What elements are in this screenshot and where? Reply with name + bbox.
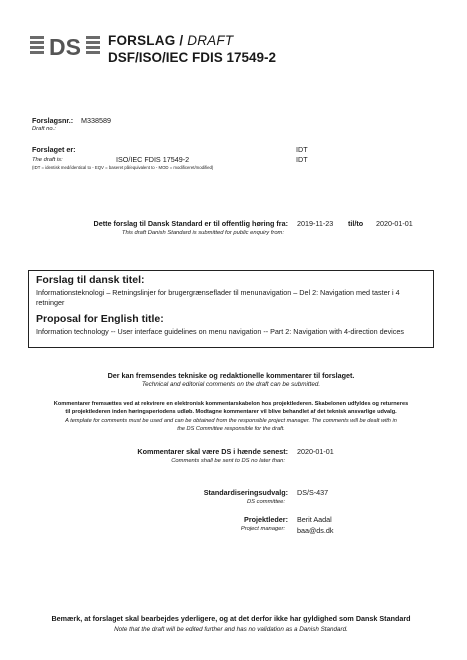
ds-logo: [30, 33, 100, 59]
project-manager-label: Projektleder:: [244, 515, 288, 524]
footer-note-en: Note that the draft will be edited further and has no validation as a Danish Standard.: [114, 626, 348, 633]
danish-title-text: Informationsteknologi – Retningslinjer for brugergrænseflader til menunavigation – Del 2: Navigation med taster i 4 retninger: [36, 288, 400, 307]
basis-code-1: IDT: [296, 145, 308, 154]
comments-template-da-1: Kommentarer fremsættes ved at rekvirere en elektronisk kommentarskabelon hos projektlederen. Skabelonen udfyldes og returneres: [53, 401, 409, 407]
committee-label-en: DS committee:: [246, 499, 285, 505]
danish-title-heading: Forslag til dansk titel:: [36, 274, 145, 286]
footer-note-da: Bemærk, at forslaget skal bearbejdes yderligere, og at det derfor ikke har gyldighed som Dansk Standard: [51, 614, 411, 623]
hearing-from-date: 2019-11-23: [297, 219, 334, 228]
comments-template-en-1: A template for comments must be used and can be obtained from the responsible project manager. The comments will be dealt with in: [65, 418, 397, 424]
basis-label-en: The draft is:: [32, 157, 63, 163]
document-id: DSF/ISO/IEC FDIS 17549-2: [108, 50, 277, 65]
proposal-number-label-en: Draft no.:: [32, 126, 56, 132]
deadline-date: 2020-01-01: [297, 447, 334, 456]
proposal-number-label: Forslagsnr.:: [32, 116, 74, 125]
project-manager-label-en: Project manager:: [240, 526, 285, 532]
hearing-label: Dette forslag til Dansk Standard er til offentlig høring fra:: [93, 219, 288, 228]
logo-text: DS: [49, 34, 81, 59]
comments-template-en-2: the DS Committee responsible for the draft.: [177, 426, 285, 432]
project-manager-name: Berit Aadal: [297, 515, 332, 524]
hearing-label-en: This draft Danish Standard is submitted for public enquiry from:: [121, 230, 284, 236]
page-title: FORSLAG / DRAFT: [108, 33, 234, 48]
committee-value: DS/S-437: [297, 488, 329, 497]
project-manager-email[interactable]: baa@ds.dk: [297, 526, 334, 535]
basis-value: ISO/IEC FDIS 17549-2: [116, 155, 190, 164]
deadline-label: Kommentarer skal være DS i hænde senest:: [137, 447, 288, 456]
hearing-to-label: til/to: [348, 219, 364, 228]
comments-info-en: Technical and editorial comments on the draft can be submitted.: [141, 381, 321, 388]
english-title-text: Information technology -- User interface guidelines on menu navigation -- Part 2: Navigation with 4-direction devices: [36, 327, 404, 336]
comments-info-da: Der kan fremsendes tekniske og redaktionelle kommentarer til forslaget.: [107, 371, 355, 380]
comments-template-da-2: til projektlederen inden høringsperiodens udløb. Modtagne kommentarer vil blive behandlet af det teknisk ansvarlige udvalg.: [65, 409, 397, 415]
english-title-heading: Proposal for English title:: [36, 313, 164, 325]
hearing-to-date: 2020-01-01: [376, 219, 413, 228]
basis-label: Forslaget er:: [32, 145, 76, 154]
deadline-label-en: Comments shall be sent to DS no later than:: [171, 458, 285, 464]
basis-code-2: IDT: [296, 155, 308, 164]
basis-legend: (IDT = identisk med/identical to - EQV = baseret på/equivalent to - MOD = modificeret/modified): [32, 165, 214, 170]
proposal-number-value: M338589: [81, 116, 111, 125]
committee-label: Standardiseringsudvalg:: [203, 488, 288, 497]
